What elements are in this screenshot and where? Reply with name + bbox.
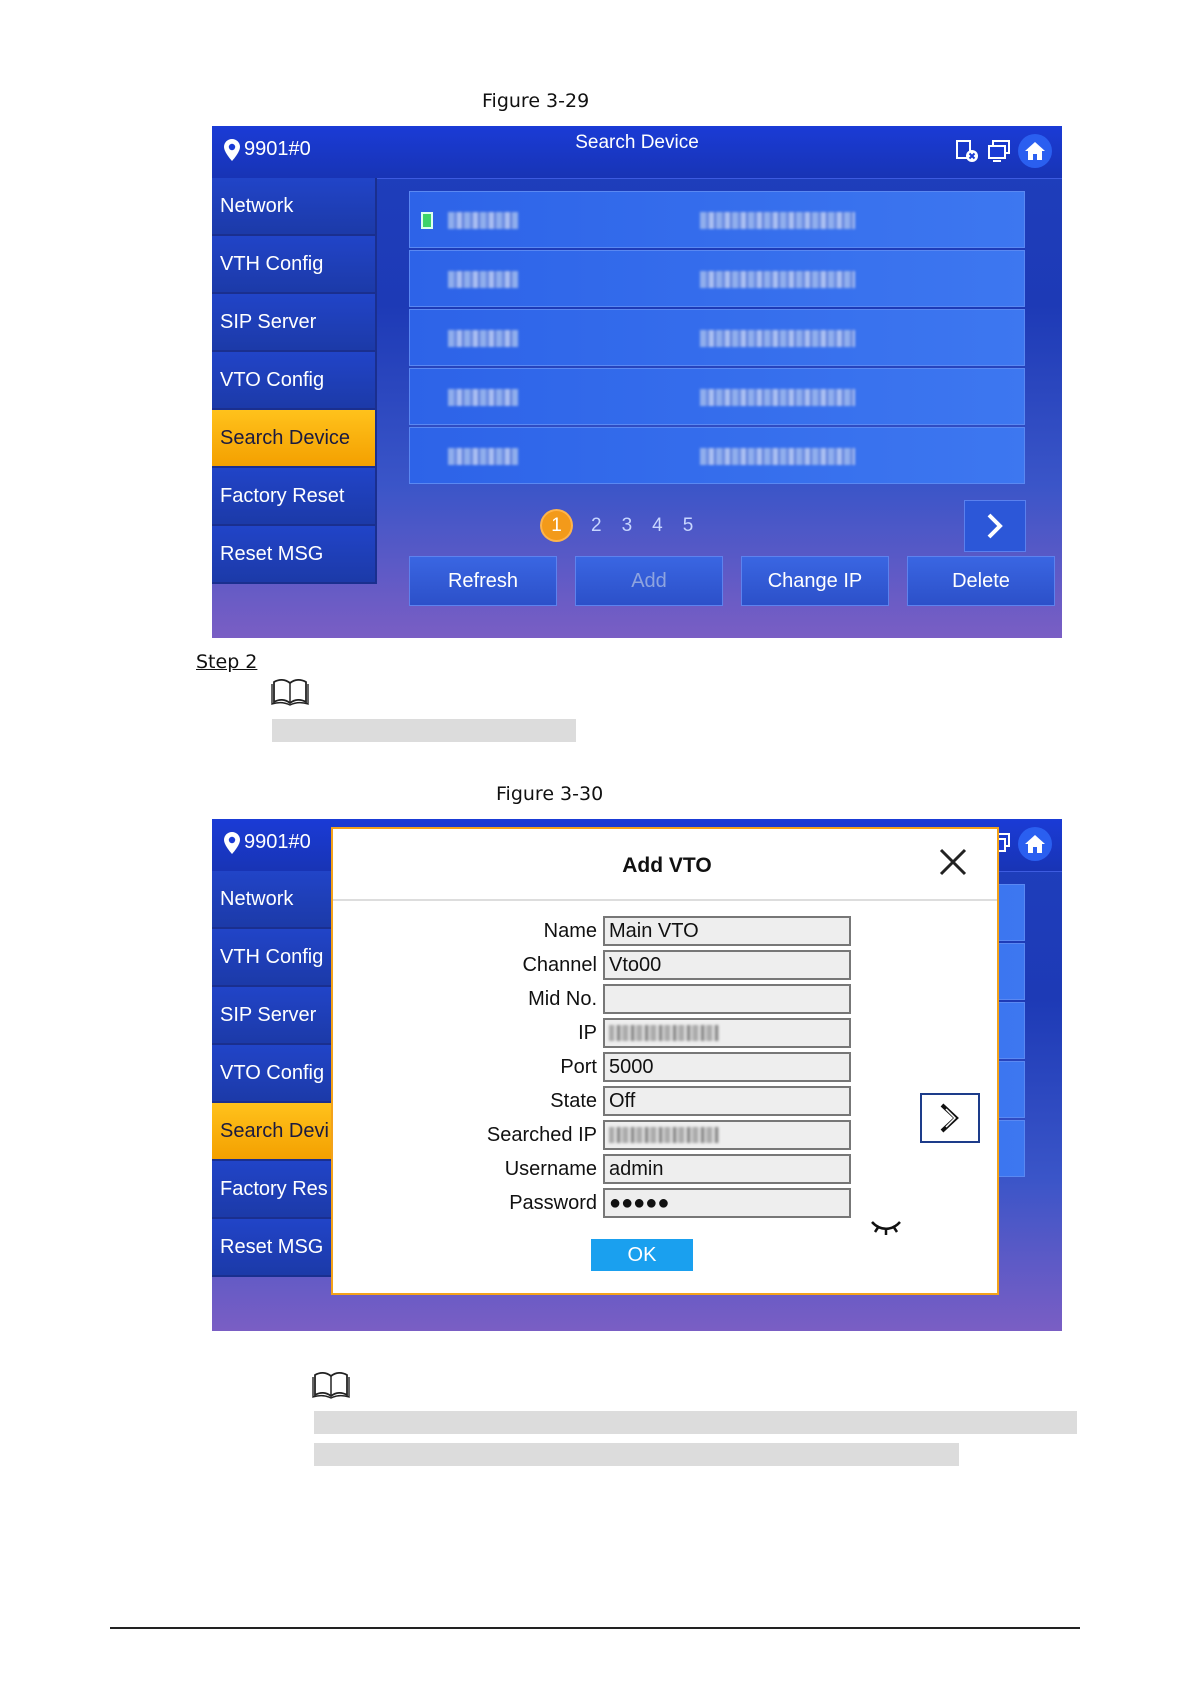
change-ip-button[interactable]: Change IP [741,556,889,606]
device-row[interactable] [409,250,1025,307]
channel-row [333,949,851,981]
dialog-divider [333,899,997,901]
chevron-right-icon [937,1102,963,1134]
page-2[interactable]: 2 [591,514,602,536]
add-vto-dialog [331,827,999,1295]
port-label: Port [560,1055,597,1078]
device-status-icon[interactable] [954,138,980,164]
pagination [542,511,693,540]
blurred-ip [448,448,518,465]
username-label: Username [504,1157,597,1180]
add-button[interactable]: Add [575,556,723,606]
name-field[interactable]: Main VTO [603,916,851,946]
sidebar-item-factory-reset[interactable]: Factory Res [212,1161,377,1219]
device-row[interactable] [409,427,1025,484]
state-label: State [550,1089,597,1112]
sidebar-item-factory-reset[interactable]: Factory Reset [212,468,377,526]
name-row [333,915,851,947]
blurred-mac [700,330,855,347]
ip-row [333,1017,851,1049]
location-indicator [224,831,311,854]
blurred-ip [448,212,518,229]
location-text: 9901#0 [244,138,311,160]
sidebar-item-search-device[interactable]: Search Device [212,410,377,468]
sidebar-item-network[interactable]: Network [212,871,377,929]
delete-button[interactable]: Delete [907,556,1055,606]
sidebar-item-vth-config[interactable]: VTH Config [212,929,377,987]
name-label: Name [543,919,597,942]
username-row [333,1153,851,1185]
figure-caption: Figure 3-29 [482,90,590,112]
footer-rule [110,1627,1080,1629]
home-icon[interactable] [1018,827,1052,861]
step-label: Step 2 [196,651,258,673]
blurred-mac [700,271,855,288]
location-text: 9901#0 [244,831,311,853]
ip-field[interactable] [603,1018,851,1048]
device-row[interactable] [409,309,1025,366]
blurred-mac [700,212,855,229]
sidebar-item-sip-server[interactable]: SIP Server [212,987,377,1045]
sidebar-item-reset-msg[interactable]: Reset MSG [212,526,377,584]
search-device-screenshot [212,126,1062,638]
sidebar-item-vto-config[interactable]: VTO Config [212,1045,377,1103]
page-3[interactable]: 3 [621,514,633,536]
page-5[interactable]: 5 [682,514,694,536]
mid-no-field[interactable] [603,984,851,1014]
state-row [333,1085,851,1117]
blurred-mac [700,389,855,406]
next-button[interactable] [920,1093,980,1143]
channel-label: Channel [522,953,597,976]
online-status-icon [421,212,433,229]
device-row[interactable] [409,368,1025,425]
port-row [333,1051,851,1083]
chevron-right-icon [985,512,1005,540]
password-row [333,1187,851,1219]
close-icon[interactable] [935,844,971,880]
searched-ip-label: Searched IP [486,1123,597,1146]
mid-no-row [333,983,851,1015]
blurred-ip [448,271,518,288]
location-pin-icon [224,832,240,854]
password-label: Password [509,1191,597,1214]
next-page-button[interactable] [964,500,1026,552]
port-field[interactable]: 5000 [603,1052,851,1082]
device-row[interactable] [409,191,1025,248]
blurred-ip [448,330,518,347]
sidebar-item-vth-config[interactable]: VTH Config [212,236,377,294]
device-list [409,191,1025,486]
page-4[interactable]: 4 [652,514,663,536]
blurred-ip [609,1025,719,1041]
top-bar [212,126,1062,179]
blurred-ip [609,1127,719,1143]
dialog-title: Add VTO [622,854,712,877]
channel-field[interactable]: Vto00 [603,950,851,980]
blurred-mac [700,448,855,465]
monitor-icon[interactable] [986,138,1012,164]
blurred-ip [448,389,518,406]
figure-caption: Figure 3-30 [496,783,604,805]
action-buttons [409,556,1055,606]
sidebar-item-sip-server[interactable]: SIP Server [212,294,377,352]
sidebar-item-network[interactable]: Network [212,178,377,236]
sidebar-item-reset-msg[interactable]: Reset MSG [212,1219,377,1277]
redacted-text [314,1411,1077,1434]
refresh-button[interactable]: Refresh [409,556,557,606]
searched-ip-field[interactable] [603,1120,851,1150]
book-note-icon [312,1371,350,1399]
ok-button[interactable]: OK [591,1239,693,1271]
page-1[interactable]: 1 [542,511,571,540]
screen-title: Search Device [575,132,699,153]
username-field[interactable]: admin [603,1154,851,1184]
redacted-text [314,1443,959,1466]
mid-no-label: Mid No. [528,987,597,1010]
sidebar-item-search-device[interactable]: Search Devi [212,1103,377,1161]
redacted-text [272,719,576,742]
eye-closed-icon[interactable] [870,1215,902,1239]
ip-label: IP [578,1021,597,1044]
home-icon[interactable] [1018,134,1052,168]
book-note-icon [271,678,309,706]
sidebar-item-vto-config[interactable]: VTO Config [212,352,377,410]
password-field[interactable]: ●●●●● [603,1188,851,1218]
searched-ip-row [333,1119,851,1151]
state-field[interactable]: Off [603,1086,851,1116]
sidebar [212,178,377,584]
add-vto-screenshot [212,819,1062,1331]
